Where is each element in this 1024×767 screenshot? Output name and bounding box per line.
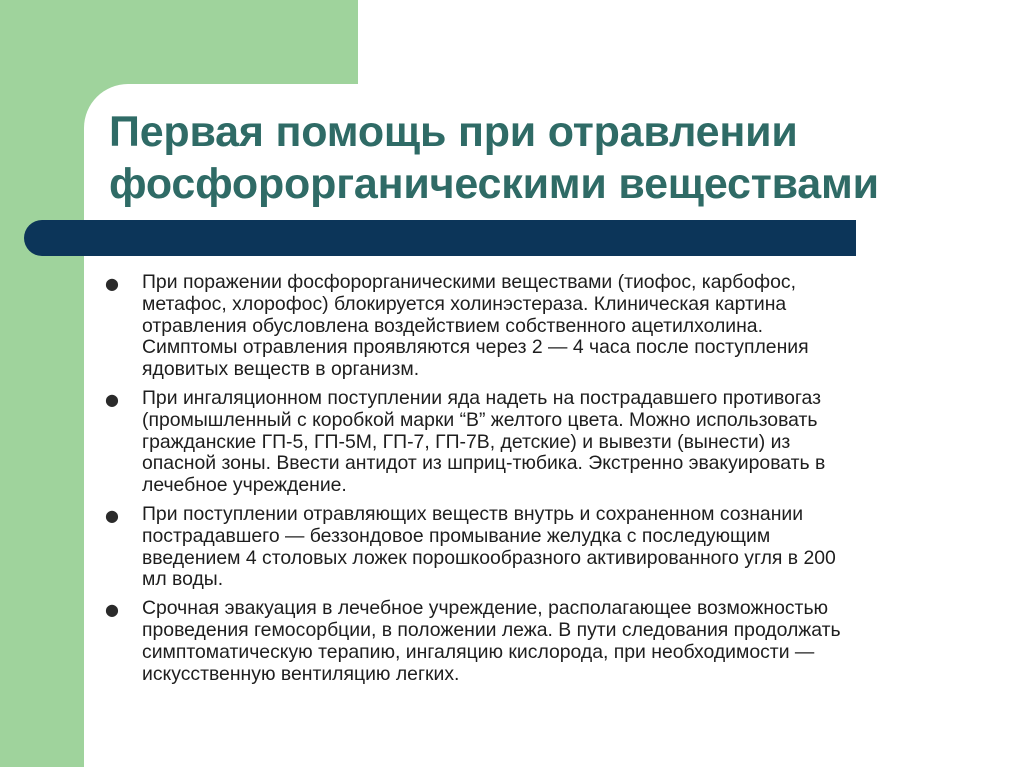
bullet-text-line: опасной зоны. Ввести антидот из шприц-тюбика. Экстренно эвакуировать в [142, 452, 826, 475]
bullet-item-ingestion [100, 504, 960, 591]
bullet-text-line: мл воды. [142, 568, 224, 591]
bullet-item-toxicity [100, 272, 960, 381]
bullet-text-line: симптоматическую терапию, ингаляцию кислорода, при необходимости — [142, 640, 815, 663]
bullet-dot-icon: ● [105, 389, 119, 409]
bullet-text-line: При ингаляционном поступлении яда надеть на пострадавшего противогаз [142, 386, 821, 409]
bullet-dot-icon: ● [105, 505, 119, 525]
bullet-text-line: гражданские ГП-5, ГП-5М, ГП-7, ГП-7В, детские) и вывезти (вынести) из [142, 430, 791, 453]
bullet-text-line: искусственную вентиляцию легких. [142, 662, 460, 685]
bullet-text-line: проведения гемосорбции, в положении лежа. В пути следования продолжать [142, 618, 841, 641]
bullet-text-line: При поражении фосфорорганическими веществами (тиофос, карбофос, [142, 271, 796, 293]
slide-title-line-1: Первая помощь при отравлении [109, 108, 798, 156]
bullet-list [100, 272, 960, 692]
slide-title [109, 106, 969, 210]
bullet-item-evacuation [100, 598, 960, 685]
bullet-text-line: метафос, хлорофос) блокируется холинэстераза. Клиническая картина [142, 292, 787, 315]
bullet-dot-icon: ● [105, 600, 119, 620]
bullet-item-inhalation [100, 388, 960, 497]
bullet-text-line: отравления обусловлена воздействием собственного ацетилхолина. [142, 314, 763, 337]
bullet-text-line: введением 4 столовых ложек порошкообразного активированного угля в 200 [142, 546, 836, 569]
bullet-text-line: При поступлении отравляющих веществ внутрь и сохраненном сознании [142, 502, 804, 525]
bullet-dot-icon: ● [105, 274, 119, 293]
bullet-text-line: (промышленный с коробкой марки “В” желтого цвета. Можно использовать [142, 408, 818, 431]
bullet-text-line: Симптомы отравления проявляются через 2 — 4 часа после поступления [142, 336, 809, 359]
bullet-text-line: пострадавшего — беззондовое промывание желудка с последующим [142, 524, 771, 547]
bullet-text-line: Срочная эвакуация в лечебное учреждение, располагающее возможностью [142, 597, 829, 620]
bullet-text-line: ядовитых веществ в организм. [142, 358, 420, 381]
slide-title-line-2: фосфорорганическими веществами [109, 160, 879, 208]
title-accent-bar [24, 220, 856, 256]
bullet-text-line: лечебное учреждение. [142, 474, 347, 497]
